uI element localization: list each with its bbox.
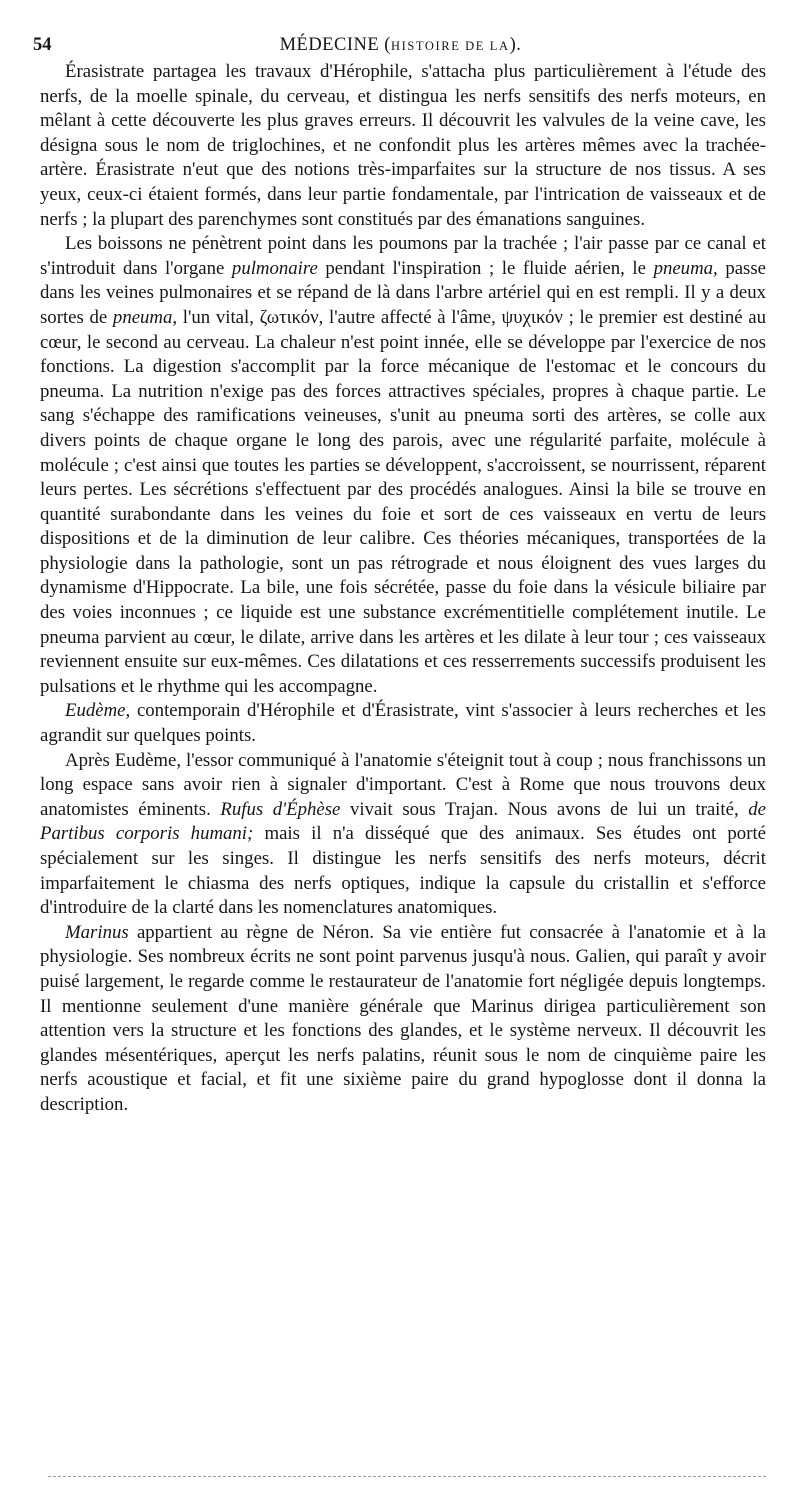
header-title: MÉDECINE: [279, 35, 380, 55]
text-segment: Érasistrate partagea les travaux d'Hérophile, s'attacha plus particulièrement à l'étude des nerfs, de la moelle spinale, du cerveau, et distingua les nerfs sensitifs des nerfs moteurs, en mêlant à cette découverte les plus graves erreurs. Il découvrit les valvules de la veine cave, les désigna sous le nom de triglochines, et ne confondit plus les artères mêmes avec la trachée-artère. Érasistrate n'eut que des notions très-imparfaites sur la structure de nos tissus. A ses yeux, ceux-ci étaient formés, dans leur partie fondamentale, par l'intrication de vaisseaux et de nerfs ; la plupart des parenchymes sont constitués par des émanations sanguines.: [40, 61, 766, 230]
italic-text: de Partibus corporis humani;: [40, 798, 766, 845]
text-segment: pendant l'inspiration ; le fluide aérien, le: [317, 257, 654, 279]
text-segment: appartient au règne de Néron. Sa vie entière fut consacrée à l'anatomie et à la physiologie. Ses nombreux écrits ne sont point parvenus jusqu'à nous. Galien, qui paraît y avoir puisé largement, le regarde comme le restaurateur de l'anatomie fort négligée depuis longtemps. Il mentionne seulement d'une manière générale que Marinus dirigea particulièrement son attention vers la structure et les fonctions des glandes, et le système nerveux. Il découvrit les glandes mésentériques, aperçut les nerfs palatins, réunit sous le nom de cinquième paire les nerfs acoustique et facial, et fit une sixième paire du grand hypoglosse dont il donna la description.: [40, 921, 766, 1115]
italic-text: Rufus d'Éphèse: [220, 798, 341, 820]
paragraph: [40, 921, 766, 1118]
italic-text: Marinus: [65, 921, 129, 943]
running-title: [33, 32, 768, 59]
italic-text: pulmonaire: [231, 257, 318, 279]
italic-text: Eudème,: [65, 700, 131, 722]
footer-dotted-rule: [48, 1476, 766, 1477]
italic-text: pneuma,: [653, 257, 718, 279]
text-segment: contemporain d'Hérophile et d'Érasistrate, vint s'associer à leurs recherches et les agrandit sur quelques points.: [40, 700, 766, 747]
paragraph: [40, 232, 766, 699]
body-text: [40, 60, 766, 1118]
paragraph: [40, 60, 766, 232]
text-segment: Les boissons ne pénètrent point dans les poumons par la trachée ; l'air passe par ce canal et s'introduit dans l'organe: [40, 233, 766, 279]
text-segment: l'un vital, ζωτικόν, l'autre affecté à l'âme, ψυχικόν ; le premier est destiné au cœur, le second au cerveau. La chaleur n'est point innée, elle se développe par l'exercice de nos fonctions. La digestion s'accomplit par la force mécanique de l'estomac et le concours du pneuma. La nutrition n'exige pas des forces attractives spéciales, propres à chaque partie. Le sang s'échappe des ramifications veineuses, s'unit au pneuma sorti des artères, se colle aux divers points de chaque organe le long des parois, avec une régularité parfaite, molécule à molécule ; c'est ainsi que toutes les parties se développent, s'accroissent, se nourrissent, réparent leurs pertes. Les sécrétions s'effectuent par des procédés analogues. Ainsi la bile se trouve en quantité surabondante dans les veines du foie et sort de ces vaisseaux en vertu de leurs dispositions et de la diminution de leur calibre. Ces théories mécaniques, transportées de la physiologie dans la pathologie, sont un pas rétrograde et nous éloignent des vues larges du dynamisme d'Hippocrate. La bile, une fois sécrétée, passe du foie dans la vésicule biliaire par des voies inconnues ; ce liquide est une substance excrémentitielle complétement inutile. Le pneuma parvient au cœur, le dilate, arrive dans les artères et les dilate à leur tour ; ces vaisseaux reviennent ensuite sur eux-mêmes. Ces dilatations et ces resserrements successifs produisent les pulsations et le rhythme qui les accompagne.: [40, 306, 766, 697]
text-segment: Après Eudème, l'essor communiqué à l'anatomie s'éteignit tout à coup ; nous franchissons un long espace sans avoir rien à signaler d'important. C'est à Rome que nous trouvons deux anatomistes éminents.: [40, 749, 766, 820]
paragraph: [40, 749, 766, 921]
text-segment: mais il n'a disséqué que des animaux. Ses études ont porté spécialement sur les singes. Il distingue les nerfs sensitifs des nerfs moteurs, décrit imparfaitement le chiasma des nerfs optiques, indique la capsule du cristallin et s'efforce d'introduire de la clarté dans les nomenclatures anatomiques.: [40, 823, 767, 919]
header-subtitle: (HISTOIRE DE LA).: [384, 35, 522, 55]
text-segment: passe dans les veines pulmonaires et se répand de là dans l'arbre artériel qui en est rempli. Il y a deux sortes de: [40, 257, 766, 328]
running-header: [33, 32, 768, 58]
page-number: 54: [33, 35, 52, 55]
paragraph: [40, 699, 766, 748]
italic-text: pneuma,: [112, 306, 178, 328]
text-segment: vivait sous Trajan. Nous avons de lui un traité,: [340, 798, 749, 820]
